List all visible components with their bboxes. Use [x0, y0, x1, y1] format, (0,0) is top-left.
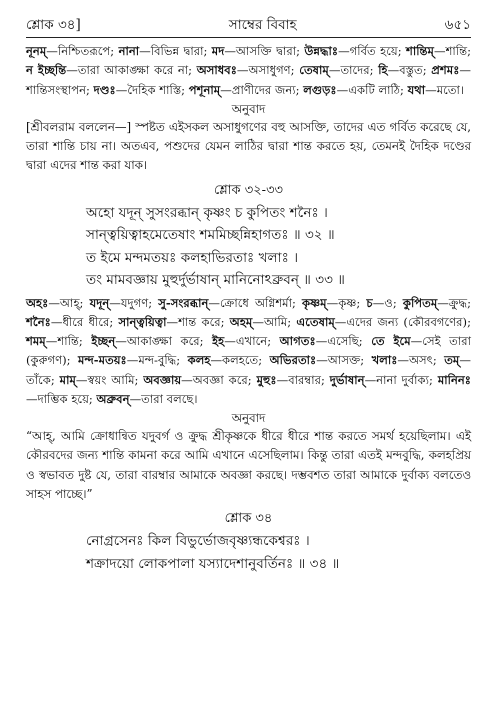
gloss-term: যদূন্: [89, 295, 110, 310]
gloss-meaning: —অসৎ;: [397, 353, 445, 368]
translation-label: অনুবাদ: [231, 101, 266, 116]
gloss-term: উন্নদ্ধাঃ: [304, 44, 339, 58]
gloss-meaning: —তারা আকাঙ্ক্ষা করে না;: [66, 63, 197, 78]
gloss-term: অসাধবঃ: [196, 63, 237, 78]
gloss-term: ইচ্ছন্: [91, 334, 116, 349]
gloss-meaning: —এদের জন্য (কৌরবগণের);: [334, 314, 471, 329]
header-chapter-title: সাম্বের বিবাহ: [228, 17, 297, 33]
gloss-meaning: —মতো।: [425, 82, 465, 97]
gloss-meaning: —তারা বলছে।: [129, 391, 198, 406]
gloss-term: মানিনঃ: [437, 372, 471, 387]
gloss-term: মাম্: [59, 372, 76, 387]
gloss-term: মন্দ-মতয়ঃ: [78, 353, 127, 368]
gloss-meaning: —আসক্তি দ্বারা;: [224, 44, 305, 58]
gloss-meaning: —শান্তি;: [433, 44, 471, 58]
word-for-word-gloss-top: [26, 42, 471, 100]
gloss-meaning: —তাঁকে;: [26, 353, 471, 387]
gloss-term: লগুড়ঃ: [303, 82, 337, 97]
gloss-meaning: —ক্রোধে অগ্নিশর্মা;: [208, 295, 302, 310]
gloss-meaning: —বারম্বার;: [276, 372, 330, 387]
sanskrit-verse: [86, 530, 471, 575]
gloss-term: অহম্: [229, 314, 253, 329]
gloss-meaning: —বস্তুত;: [387, 63, 432, 78]
page-header: [26, 14, 471, 34]
translation-label: অনুবাদ: [231, 411, 266, 426]
gloss-term: শমম্: [26, 334, 46, 349]
gloss-meaning: —তাদের;: [328, 63, 379, 78]
translation-text: [শ্রীবলরাম বললেন—] স্পষ্টত এইসকল অসাধুগণের বহু আসক্তি, তাদের এত গর্বিত করেছে যে, তারা শান্তি চায় না। অতএব, পশুদের যেমন লাঠির দ্বারা শান্ত করতে হয়, তেমনই দৈহিক দণ্ডের দ্বারা এদের শান্ত করা যাক।: [26, 119, 471, 173]
sanskrit-verse: [86, 202, 471, 292]
verse-number: শ্লোক ৩৪: [224, 511, 273, 527]
gloss-term: তে ইমে: [371, 334, 411, 349]
gloss-meaning: —কৃষ্ণ;: [326, 295, 367, 310]
gloss-term: কলহ: [187, 353, 211, 368]
gloss-term: কুপিতম্: [402, 295, 438, 310]
gloss-term: নূনম্: [26, 44, 47, 58]
gloss-meaning: —অবজ্ঞা করে;: [181, 372, 257, 387]
gloss-meaning: —সেই তারা (কুরুগণ);: [26, 334, 471, 368]
gloss-term: অভিরতাঃ: [269, 353, 317, 368]
gloss-meaning: —আমি;: [252, 314, 297, 329]
gloss-meaning: —যদুগণ;: [109, 295, 159, 310]
verse-line: ত ইমে মন্দমতয়ঃ কলহাভিরতাঃ খলাঃ ।: [86, 249, 299, 266]
verse-line: শক্রাদয়ো লোকপালা যস্যাদেশানুবর্তিনঃ ॥ ৩৪ ॥: [86, 555, 340, 572]
gloss-meaning: —নানা দুর্বাক্য;: [364, 372, 438, 387]
gloss-meaning: —গর্বিত হয়ে;: [338, 44, 406, 58]
gloss-term: দণ্ডঃ: [93, 82, 116, 97]
gloss-meaning: —শান্তিসংস্থাপন;: [26, 63, 471, 97]
gloss-meaning: —একটি লাঠি;: [336, 82, 408, 97]
gloss-term: ইহ: [212, 334, 225, 349]
gloss-term: হি: [378, 63, 388, 78]
gloss-term: শনৈঃ: [26, 314, 51, 329]
verse-number: শ্লোক ৩২-৩৩: [214, 182, 283, 198]
gloss-term: সু-সংরব্ধান্: [158, 295, 209, 310]
header-rule: [26, 37, 471, 38]
gloss-meaning: —এখানে;: [224, 334, 280, 349]
gloss-term: শান্তিম্: [406, 44, 434, 58]
gloss-meaning: —শান্তি;: [45, 334, 92, 349]
gloss-term: অব্রুবন্: [96, 391, 130, 406]
word-for-word-gloss: [26, 294, 471, 410]
gloss-term: খলাঃ: [371, 353, 398, 368]
gloss-meaning: —নিশ্চিতরূপে;: [46, 44, 119, 58]
gloss-term: আগতঃ: [279, 334, 316, 349]
gloss-term: তেষাম্: [299, 63, 329, 78]
gloss-meaning: —বিভিন্ন দ্বারা;: [139, 44, 212, 58]
verse-line: নোগ্রসেনঃ কিল বিভুর্ভোজবৃষ্ণ্যন্ধকেশ্বরঃ ।: [86, 533, 310, 550]
gloss-term: মদ: [211, 44, 225, 58]
verse-line: অহো যদূন্ সুসংরব্ধান্ কৃষ্ণং চ কুপিতং শনৈঃ ।: [86, 204, 328, 221]
gloss-term: চ: [366, 295, 373, 310]
gloss-meaning: —এসেছি;: [315, 334, 372, 349]
gloss-term: অহঃ: [26, 295, 49, 310]
gloss-meaning: —স্বয়ং আমি;: [75, 372, 144, 387]
gloss-term: অবজ্ঞায়: [143, 372, 182, 387]
gloss-term: দুর্ভাষান্: [329, 372, 365, 387]
translation-text: “আহ্, আমি ক্রোধান্বিত যদুবর্গ ও ক্রুদ্ধ শ্রীকৃষ্ণকে ধীরে ধীরে শান্ত করতে সমর্থ হয়েছিলাম। এই কৌরবদের জন্য শান্তি কামনা করে আমি এখানে এসেছিলাম। কিন্তু তারা এতই মন্দবুদ্ধি, কলহপ্রিয় ও স্বভাবত দুষ্ট যে, তারা বারম্বার আমাকে অবজ্ঞা করছে। দম্ভবশত তারা আমাকে দুর্বাক্য বলতেও সাহস পাচ্ছে।”: [26, 429, 471, 501]
gloss-meaning: —ও;: [372, 295, 403, 310]
verse-line: সান্ত্বয়িত্বাহমেতেষাং শমমিচ্ছন্নিহাগতঃ ॥ ৩২ ॥: [86, 227, 335, 243]
gloss-meaning: —অসাধুগণ;: [236, 63, 300, 78]
gloss-meaning: —আহ্;: [48, 295, 90, 310]
verse-line: তং মামবজ্ঞায় মুহুর্দুর্ভাষান্ মানিনোঽব্রুবন্ ॥ ৩৩ ॥: [86, 272, 345, 288]
gloss-term: প্রশমঃ: [431, 63, 460, 78]
gloss-term: সান্ত্বয়িত্বা: [118, 314, 167, 329]
gloss-meaning: —দৈহিক শাস্তি;: [115, 82, 189, 97]
gloss-meaning: —শান্ত করে;: [166, 314, 230, 329]
gloss-meaning: —ক্রুদ্ধ;: [437, 295, 471, 310]
gloss-term: যথা: [407, 82, 426, 97]
gloss-term: তম্: [444, 353, 460, 368]
gloss-meaning: —কলহতে;: [210, 353, 270, 368]
gloss-term: পশূনাম্: [188, 82, 221, 97]
gloss-meaning: —প্রাণীদের জন্য;: [220, 82, 304, 97]
gloss-term: ন ইচ্ছন্তি: [26, 63, 67, 78]
header-verse-ref: শ্লোক ৩৪]: [26, 17, 81, 33]
gloss-meaning: —ধীরে ধীরে;: [50, 314, 119, 329]
gloss-term: নানা: [118, 44, 140, 58]
gloss-meaning: —মন্দ-বুদ্ধি;: [126, 353, 188, 368]
gloss-meaning: —আকাঙ্ক্ষা করে;: [115, 334, 213, 349]
gloss-meaning: —দাম্ভিক হয়ে;: [26, 391, 97, 406]
gloss-term: মুহুঃ: [256, 372, 277, 387]
gloss-term: এতেষাম্: [296, 314, 335, 329]
gloss-meaning: —আসক্ত;: [316, 353, 372, 368]
gloss-term: কৃষ্ণম্: [302, 295, 327, 310]
header-page-number: ৬৫১: [444, 17, 471, 33]
